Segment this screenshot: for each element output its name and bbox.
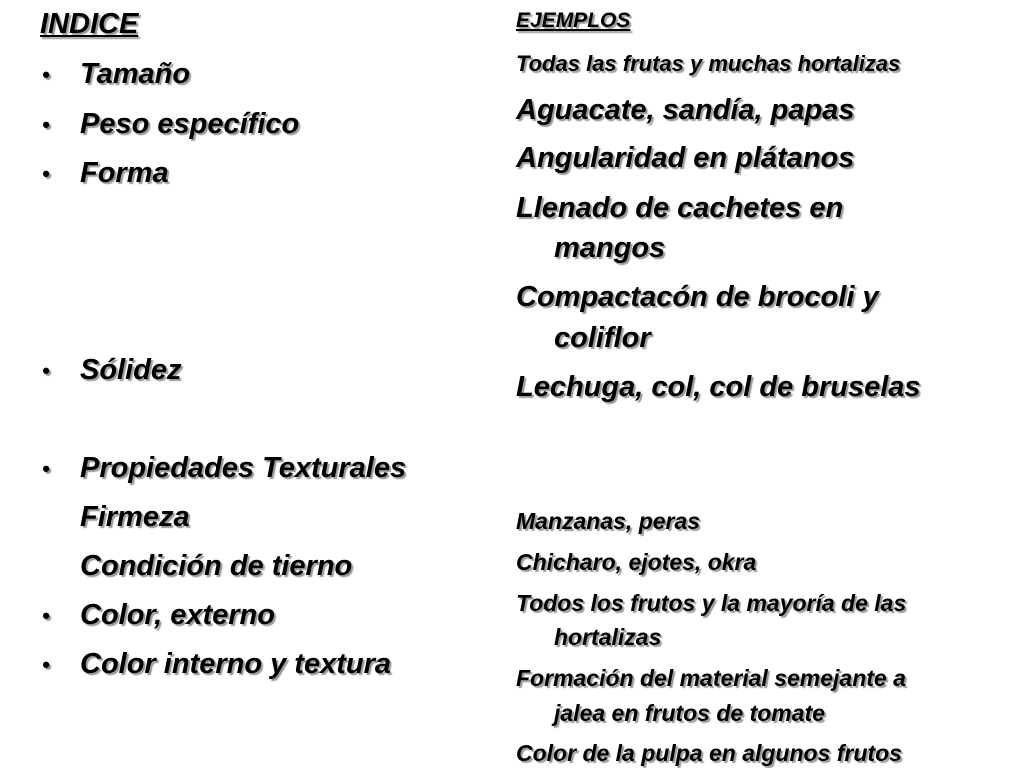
example-llenado-line2: mangos: [554, 232, 666, 264]
item-firmeza: Firmeza: [80, 501, 190, 533]
item-tamano: Tamaño: [80, 58, 191, 90]
bullet-solidez: •: [42, 358, 50, 383]
bullet-color-interno: •: [42, 652, 50, 677]
example-llenado-line1: Llenado de cachetes en: [516, 192, 844, 224]
item-peso-especifico: Peso específico: [80, 108, 300, 140]
example-compactacion-line2: coliflor: [554, 322, 651, 354]
indice-heading: INDICE: [40, 8, 139, 40]
item-condicion-tierno: Condición de tierno: [80, 550, 353, 582]
item-forma: Forma: [80, 157, 169, 189]
example-formacion-line1: Formación del material semejante a: [516, 665, 906, 691]
ejemplos-heading: EJEMPLOS: [516, 9, 631, 32]
example-todos-frutos-line1: Todos los frutos y la mayoría de las: [516, 590, 907, 616]
example-color-pulpa: Color de la pulpa en algunos frutos: [516, 740, 902, 766]
item-solidez: Sólidez: [80, 354, 182, 386]
bullet-forma: •: [42, 161, 50, 186]
bullet-tamano: •: [42, 62, 50, 87]
example-chicharo: Chicharo, ejotes, okra: [516, 549, 757, 575]
example-manzanas: Manzanas, peras: [516, 508, 701, 534]
example-aguacate: Aguacate, sandía, papas: [516, 94, 855, 126]
bullet-propiedades: •: [42, 456, 50, 481]
bullet-peso: •: [42, 112, 50, 137]
example-todas-frutas: Todas las frutas y muchas hortalizas: [516, 51, 901, 76]
example-formacion-line2: jalea en frutos de tomate: [554, 700, 825, 726]
example-angularidad: Angularidad en plátanos: [516, 142, 855, 174]
item-propiedades-texturales: Propiedades Texturales: [80, 452, 407, 484]
example-compactacion-line1: Compactacón de brocoli y: [516, 281, 879, 313]
bullet-color-externo: •: [42, 603, 50, 628]
item-color-externo: Color, externo: [80, 599, 275, 631]
example-todos-frutos-line2: hortalizas: [554, 624, 662, 650]
item-color-interno: Color interno y textura: [80, 648, 391, 680]
example-lechuga: Lechuga, col, col de bruselas: [516, 371, 921, 403]
